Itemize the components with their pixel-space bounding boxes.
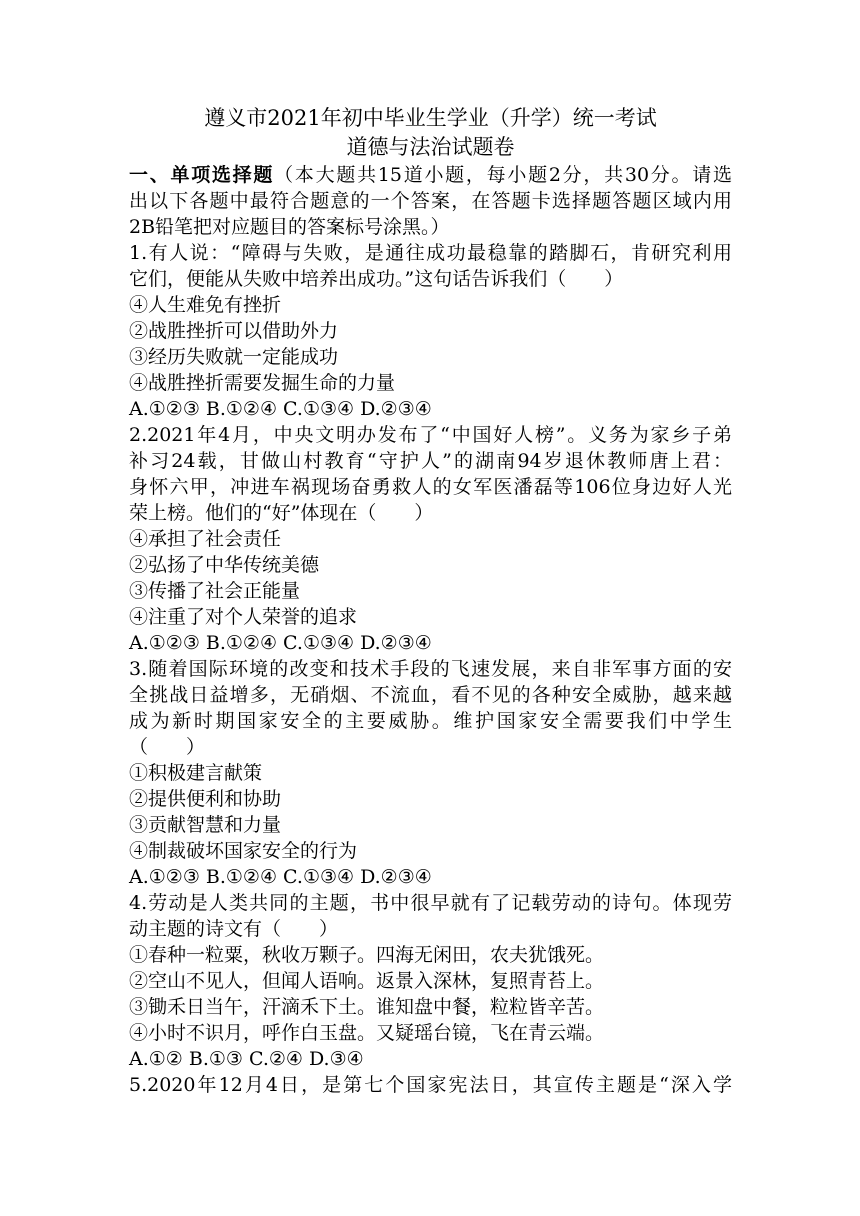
section-instructions-line: 2B铅笔把对应题目的答案标号涂黑。） bbox=[129, 216, 450, 238]
question-stem-line: 补习24载，甘做山村教育“守护人”的湖南94岁退休教师唐上君： bbox=[129, 450, 732, 472]
question-4 bbox=[129, 890, 732, 1072]
question-option: ④承担了社会责任 bbox=[129, 528, 282, 550]
question-option: ②弘扬了中华传统美德 bbox=[129, 554, 320, 576]
question-stem-line: 荣上榜。他们的“好”体现在（ ） bbox=[129, 502, 434, 524]
question-option: ①积极建言献策 bbox=[129, 762, 263, 784]
question-stem-line: 它们，便能从失败中培养出成功。”这句话告诉我们（ ） bbox=[129, 268, 624, 290]
question-stem-line: （ ） bbox=[129, 736, 206, 758]
question-option: ④制裁破坏国家安全的行为 bbox=[129, 840, 358, 862]
question-option: ③经历失败就一定能成功 bbox=[129, 346, 339, 368]
question-stem-line: 全挑战日益增多，无硝烟、不流血，看不见的各种安全威胁，越来越 bbox=[129, 684, 732, 706]
section-heading: 一、单项选择题 bbox=[129, 164, 275, 186]
section-header bbox=[129, 162, 732, 188]
section-instructions-line: 出以下各题中最符合题意的一个答案，在答题卡选择题答题区域内用 bbox=[129, 190, 732, 212]
question-choices: A.①② B.①③ C.②④ D.③④ bbox=[129, 1048, 364, 1070]
question-stem-line: 1.有人说：“障碍与失败，是通往成功最稳靠的踏脚石，肯研究利用 bbox=[129, 242, 732, 264]
question-stem-line: 成为新时期国家安全的主要威胁。维护国家安全需要我们中学生 bbox=[129, 710, 732, 732]
question-choices: A.①②③ B.①②④ C.①③④ D.②③④ bbox=[129, 632, 432, 654]
question-option: ②提供便利和协助 bbox=[129, 788, 282, 810]
question-option: ④人生难免有挫折 bbox=[129, 294, 282, 316]
section-instructions-line: （本大题共15道小题，每小题2分，共30分。请选 bbox=[274, 164, 732, 186]
question-stem-line: 2.2021年4月，中央文明办发布了“中国好人榜”。义务为家乡子弟 bbox=[129, 424, 732, 446]
question-option: ③贡献智慧和力量 bbox=[129, 814, 282, 836]
question-choices: A.①②③ B.①②④ C.①③④ D.②③④ bbox=[129, 866, 432, 888]
question-stem-line: 3.随着国际环境的改变和技术手段的飞速发展，来自非军事方面的安 bbox=[129, 658, 732, 680]
question-option: ④注重了对个人荣誉的追求 bbox=[129, 606, 358, 628]
question-3 bbox=[129, 656, 732, 890]
question-option: ④小时不识月，呼作白玉盘。又疑瑶台镜，飞在青云端。 bbox=[129, 1022, 605, 1044]
question-option: ③传播了社会正能量 bbox=[129, 580, 301, 602]
question-5 bbox=[129, 1072, 732, 1098]
question-option: ②战胜挫折可以借助外力 bbox=[129, 320, 339, 342]
question-stem-line: 动主题的诗文有（ ） bbox=[129, 918, 339, 940]
exam-page bbox=[129, 104, 732, 1098]
question-option: ③锄禾日当午，汗滴禾下土。谁知盘中餐，粒粒皆辛苦。 bbox=[129, 996, 605, 1018]
question-option: ②空山不见人，但闻人语响。返景入深林，复照青苔上。 bbox=[129, 970, 605, 992]
question-1 bbox=[129, 240, 732, 422]
question-option: ④战胜挫折需要发掘生命的力量 bbox=[129, 372, 396, 394]
question-option: ①春种一粒粟，秋收万颗子。四海无闲田，农夫犹饿死。 bbox=[129, 944, 605, 966]
exam-subtitle: 道德与法治试题卷 bbox=[346, 135, 515, 159]
question-2 bbox=[129, 422, 732, 656]
question-stem-line: 5.2020年12月4日，是第七个国家宪法日，其宣传主题是“深入学 bbox=[129, 1074, 732, 1096]
exam-title: 遵义市2021年初中毕业生学业（升学）统一考试 bbox=[204, 106, 657, 130]
question-stem-line: 4.劳动是人类共同的主题，书中很早就有了记载劳动的诗句。体现劳 bbox=[129, 892, 732, 914]
question-choices: A.①②③ B.①②④ C.①③④ D.②③④ bbox=[129, 398, 432, 420]
question-stem-line: 身怀六甲，冲进车祸现场奋勇救人的女军医潘磊等106位身边好人光 bbox=[129, 476, 732, 498]
